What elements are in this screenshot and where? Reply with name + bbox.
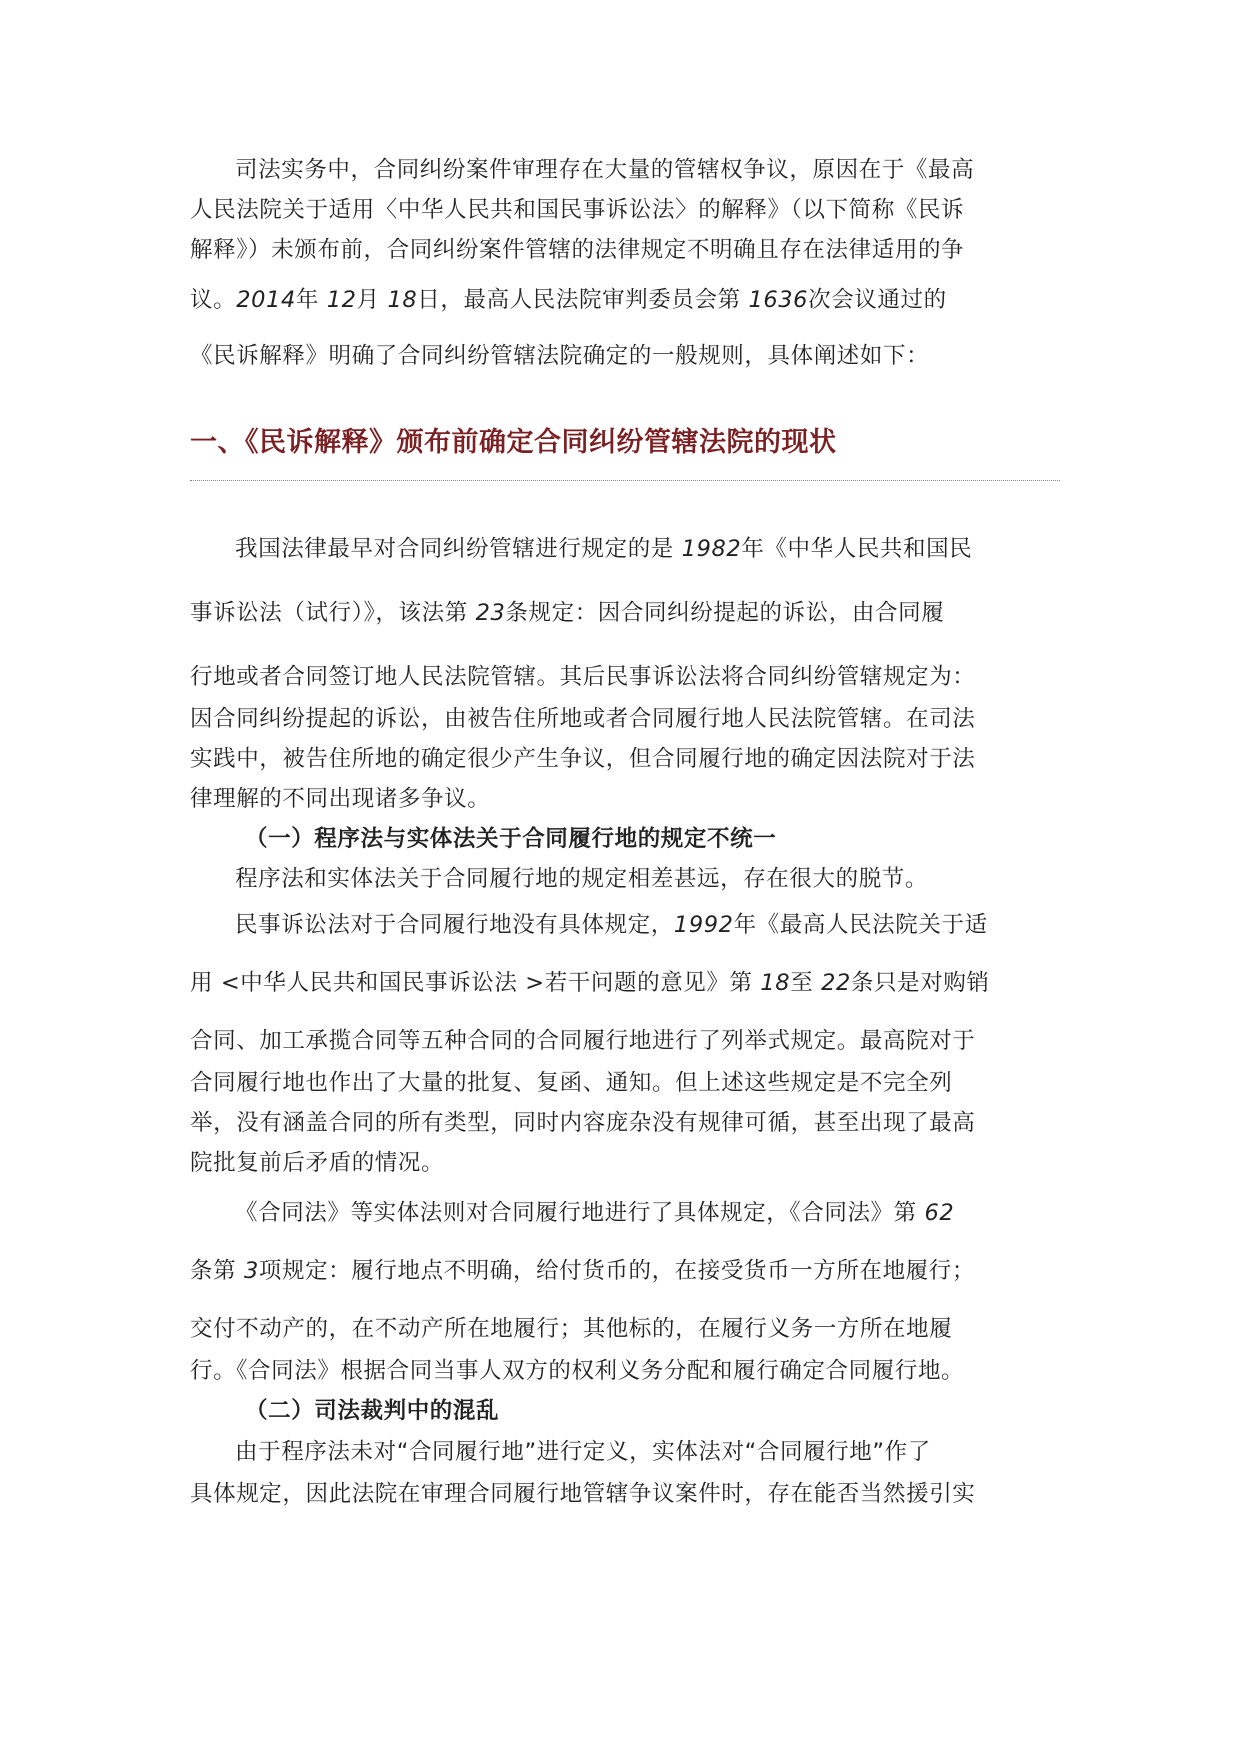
para1-line-1	[190, 527, 1070, 571]
text-segment: 条只是对购销	[850, 970, 990, 996]
text-segment: 条第	[190, 1258, 244, 1284]
text-segment: 用 <中华人民共和国民事诉讼法 >若干问题的意见》第	[190, 970, 761, 996]
sub1-para2-line-5: 举，没有涵盖合同的所有类型，同时内容庞杂没有规律可循，甚至出现了最高	[190, 1110, 976, 1136]
sub1-para2-line-1	[190, 903, 1070, 947]
article-number: 23	[475, 600, 506, 626]
year-number: 1982	[681, 536, 742, 562]
text-segment: 事诉讼法（试行）》，该法第	[190, 600, 476, 626]
sub1-para2-line-3: 合同、加工承揽合同等五种合同的合同履行地进行了列举式规定。最高院对于	[190, 1028, 976, 1054]
intro-line-5: 《民诉解释》明确了合同纠纷管辖法院确定的一般规则，具体阐述如下：	[190, 343, 930, 369]
para1-line-4: 因合同纠纷提起的诉讼，由被告住所地或者合同履行地人民法院管辖。在司法	[190, 706, 976, 732]
article-number: 18	[760, 970, 791, 996]
year-number: 1992	[673, 912, 734, 938]
text-segment: 年《最高人民法院关于适	[733, 912, 988, 938]
sub1-para2-line-6: 院批复前后矛盾的情况。	[190, 1150, 445, 1176]
day-number: 18	[387, 287, 418, 313]
item-number: 3	[243, 1258, 259, 1284]
text-segment: 日，最高人民法院审判委员会第	[417, 287, 749, 313]
subsection-2	[190, 1391, 1070, 1515]
month-number: 12	[326, 287, 357, 313]
text-segment: 议。	[190, 287, 237, 313]
sub2-line-2: 具体规定，因此法院在审理合同履行地管辖争议案件时，存在能否当然援引实	[190, 1481, 976, 1507]
session-number: 1636	[748, 287, 809, 313]
sub1-para2-line-2	[190, 961, 1070, 1005]
text-segment: 《合同法》等实体法则对合同履行地进行了具体规定，《合同法》第	[235, 1200, 925, 1226]
subsection-heading-1: （一）程序法与实体法关于合同履行地的规定不统一	[245, 826, 777, 852]
sub1-para2-line-4: 合同履行地也作出了大量的批复、复函、通知。但上述这些规定是不完全列	[190, 1070, 953, 1096]
document-body	[190, 150, 1070, 1515]
sub1-para3-line-2	[190, 1249, 1070, 1293]
article-number: 22	[821, 970, 851, 996]
intro-line-1: 司法实务中，合同纠纷案件审理存在大量的管辖权争议，原因在于《最高	[235, 157, 975, 183]
text-segment: 月	[356, 287, 388, 313]
section-heading-1: 一、《民诉解释》颁布前确定合同纠纷管辖法院的现状	[190, 427, 837, 458]
para1-line-5: 实践中，被告住所地的确定很少产生争议，但合同履行地的确定因法院对于法	[190, 746, 976, 772]
article-number: 62	[924, 1200, 955, 1226]
section-divider	[190, 480, 1060, 481]
subsection-1	[190, 819, 1070, 1391]
intro-line-4	[190, 278, 1070, 322]
para1-line-2	[190, 591, 1070, 635]
intro-line-3: 解释》）未颁布前，合同纠纷案件管辖的法律规定不明确且存在法律适用的争	[190, 237, 965, 263]
text-segment: 年	[295, 287, 327, 313]
para1-line-3: 行地或者合同签订地人民法院管辖。其后民事诉讼法将合同纠纷管辖规定为：	[190, 664, 976, 690]
text-segment: 条规定：因合同纠纷提起的诉讼，由合同履	[505, 600, 945, 626]
text-segment: 至	[790, 970, 822, 996]
sub2-line-1: 由于程序法未对“合同履行地”进行定义，实体法对“合同履行地”作了	[235, 1439, 931, 1465]
sub1-para3-line-4: 行。《合同法》根据合同当事人双方的权利义务分配和履行确定合同履行地。	[190, 1358, 965, 1384]
year-number: 2014	[236, 287, 296, 313]
text-segment: 民事诉讼法对于合同履行地没有具体规定，	[235, 912, 674, 938]
paragraph-1	[190, 527, 1070, 819]
text-segment: 项规定：履行地点不明确，给付货币的，在接受货币一方所在地履行；	[258, 1258, 975, 1284]
sub1-para-1: 程序法和实体法关于合同履行地的规定相差甚远，存在很大的脱节。	[235, 866, 929, 892]
intro-paragraph	[190, 150, 1070, 378]
intro-line-2: 人民法院关于适用〈中华人民共和国民事诉讼法〉的解释》（以下简称《民诉	[190, 197, 965, 223]
section-heading-wrap	[190, 418, 1070, 468]
text-segment: 年《中华人民共和国民	[741, 536, 973, 562]
text-segment: 次会议通过的	[808, 287, 947, 313]
text-segment: 我国法律最早对合同纠纷管辖进行规定的是	[235, 536, 682, 562]
sub1-para3-line-3: 交付不动产的，在不动产所在地履行；其他标的，在履行义务一方所在地履	[190, 1316, 953, 1342]
para1-line-6: 律理解的不同出现诸多争议。	[190, 786, 491, 812]
subsection-heading-2: （二）司法裁判中的混乱	[245, 1398, 500, 1424]
sub1-para3-line-1	[190, 1191, 1070, 1235]
